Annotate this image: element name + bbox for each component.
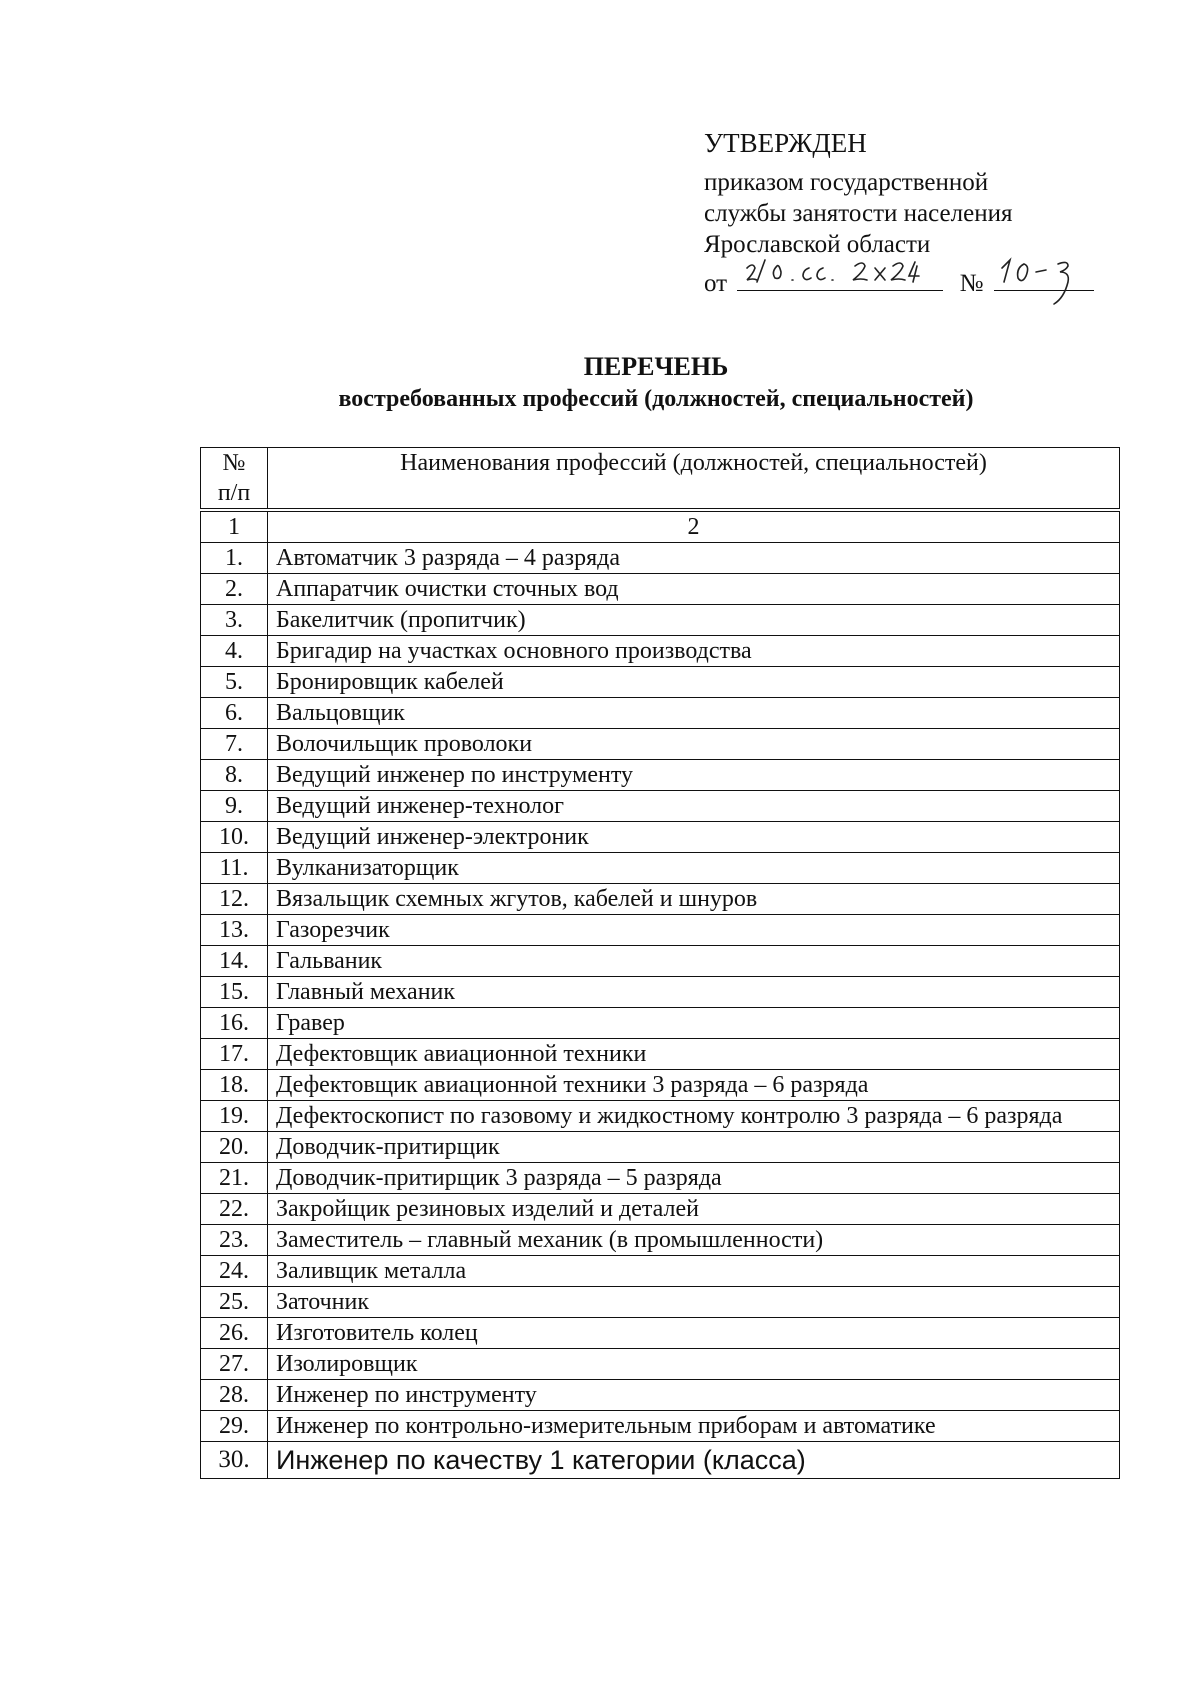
row-number: 18. <box>201 1070 268 1101</box>
header-name: Наименования профессий (должностей, специальностей) <box>268 448 1120 509</box>
profession-name: Вулканизаторщик <box>268 853 1120 884</box>
row-number: 26. <box>201 1318 268 1349</box>
row-number: 4. <box>201 636 268 667</box>
profession-name: Аппаратчик очистки сточных вод <box>268 574 1120 605</box>
table-row <box>201 543 1120 574</box>
row-number: 8. <box>201 760 268 791</box>
profession-name: Дефектовщик авиационной техники <box>268 1039 1120 1070</box>
row-number: 21. <box>201 1163 268 1194</box>
row-number: 22. <box>201 1194 268 1225</box>
row-number: 14. <box>201 946 268 977</box>
profession-name: Бакелитчик (пропитчик) <box>268 605 1120 636</box>
row-number: 27. <box>201 1349 268 1380</box>
row-number: 9. <box>201 791 268 822</box>
row-number: 29. <box>201 1411 268 1442</box>
approval-line-1: приказом государственной <box>704 169 989 196</box>
row-number: 15. <box>201 977 268 1008</box>
approval-block <box>704 128 1094 299</box>
table-row <box>201 791 1120 822</box>
table-row <box>201 1039 1120 1070</box>
table-row <box>201 1070 1120 1101</box>
row-number: 3. <box>201 605 268 636</box>
table-row <box>201 915 1120 946</box>
profession-name: Ведущий инженер по инструменту <box>268 760 1120 791</box>
row-number: 2. <box>201 574 268 605</box>
profession-name: Бригадир на участках основного производства <box>268 636 1120 667</box>
row-number: 16. <box>201 1008 268 1039</box>
approval-heading: УТВЕРЖДЕН <box>704 128 867 158</box>
row-number: 6. <box>201 698 268 729</box>
column-number-2: 2 <box>268 512 1120 543</box>
table-row <box>201 574 1120 605</box>
profession-name: Гравер <box>268 1008 1120 1039</box>
table-row <box>201 1101 1120 1132</box>
row-number: 13. <box>201 915 268 946</box>
table-row <box>201 853 1120 884</box>
profession-name: Автоматчик 3 разряда – 4 разряда <box>268 543 1120 574</box>
profession-name: Доводчик-притирщик 3 разряда – 5 разряда <box>268 1163 1120 1194</box>
profession-name: Газорезчик <box>268 915 1120 946</box>
table-row <box>201 636 1120 667</box>
table-row <box>201 1225 1120 1256</box>
table-row <box>201 1008 1120 1039</box>
approval-line-3: Ярославской области <box>704 231 931 258</box>
table-row <box>201 1411 1120 1442</box>
table-row <box>201 1287 1120 1318</box>
handwritten-number <box>994 254 1104 314</box>
table-row <box>201 729 1120 760</box>
row-number: 24. <box>201 1256 268 1287</box>
document-title: ПЕРЕЧЕНЬ <box>583 352 729 381</box>
table-row <box>201 1349 1120 1380</box>
table-row <box>201 946 1120 977</box>
profession-name: Бронировщик кабелей <box>268 667 1120 698</box>
table-row <box>201 1318 1120 1349</box>
number-prefix: № <box>959 270 984 297</box>
table-row <box>201 977 1120 1008</box>
row-number: 23. <box>201 1225 268 1256</box>
table-row <box>201 698 1120 729</box>
profession-name: Изготовитель колец <box>268 1318 1120 1349</box>
handwritten-date <box>737 254 943 288</box>
profession-name: Вальцовщик <box>268 698 1120 729</box>
date-field <box>737 260 943 291</box>
row-number: 1. <box>201 543 268 574</box>
row-number: 30. <box>201 1442 268 1479</box>
profession-name: Инженер по контрольно-измерительным приборам и автоматике <box>268 1411 1120 1442</box>
row-number: 12. <box>201 884 268 915</box>
number-field <box>994 260 1094 291</box>
header-num: № п/п <box>201 448 268 509</box>
table-row <box>201 884 1120 915</box>
profession-name: Доводчик-притирщик <box>268 1132 1120 1163</box>
row-number: 20. <box>201 1132 268 1163</box>
table-row <box>201 1194 1120 1225</box>
approval-line-2: службы занятости населения <box>704 200 1013 227</box>
profession-name: Инженер по качеству 1 категории (класса) <box>268 1442 1120 1479</box>
profession-name: Ведущий инженер-технолог <box>268 791 1120 822</box>
table-row <box>201 1442 1120 1479</box>
table-row <box>201 760 1120 791</box>
row-number: 7. <box>201 729 268 760</box>
row-number: 10. <box>201 822 268 853</box>
profession-name: Дефектоскопист по газовому и жидкостному контролю 3 разряда – 6 разряда <box>268 1101 1120 1132</box>
table-body <box>201 448 1120 1479</box>
profession-name: Волочильщик проволоки <box>268 729 1120 760</box>
profession-name: Гальваник <box>268 946 1120 977</box>
professions-table <box>200 447 1120 1479</box>
row-number: 28. <box>201 1380 268 1411</box>
table-row <box>201 822 1120 853</box>
column-numbers-row <box>201 512 1120 543</box>
profession-name: Заточник <box>268 1287 1120 1318</box>
profession-name: Главный механик <box>268 977 1120 1008</box>
row-number: 19. <box>201 1101 268 1132</box>
table-row <box>201 1380 1120 1411</box>
row-number: 5. <box>201 667 268 698</box>
table-row <box>201 667 1120 698</box>
table-row <box>201 605 1120 636</box>
profession-name: Дефектовщик авиационной техники 3 разряда – 6 разряда <box>268 1070 1120 1101</box>
profession-name: Заместитель – главный механик (в промышленности) <box>268 1225 1120 1256</box>
row-number: 11. <box>201 853 268 884</box>
profession-name: Заливщик металла <box>268 1256 1120 1287</box>
date-number-line <box>704 260 1094 299</box>
profession-name: Ведущий инженер-электроник <box>268 822 1120 853</box>
row-number: 17. <box>201 1039 268 1070</box>
profession-name: Закройщик резиновых изделий и деталей <box>268 1194 1120 1225</box>
table-row <box>201 1132 1120 1163</box>
table-row <box>201 1256 1120 1287</box>
profession-name: Изолировщик <box>268 1349 1120 1380</box>
table-header-row <box>201 448 1120 509</box>
column-number-1: 1 <box>201 512 268 543</box>
date-prefix: от <box>704 270 728 297</box>
document-subtitle: востребованных профессий (должностей, специальностей) <box>338 386 974 412</box>
profession-name: Вязальщик схемных жгутов, кабелей и шнуров <box>268 884 1120 915</box>
profession-name: Инженер по инструменту <box>268 1380 1120 1411</box>
table-row <box>201 1163 1120 1194</box>
row-number: 25. <box>201 1287 268 1318</box>
